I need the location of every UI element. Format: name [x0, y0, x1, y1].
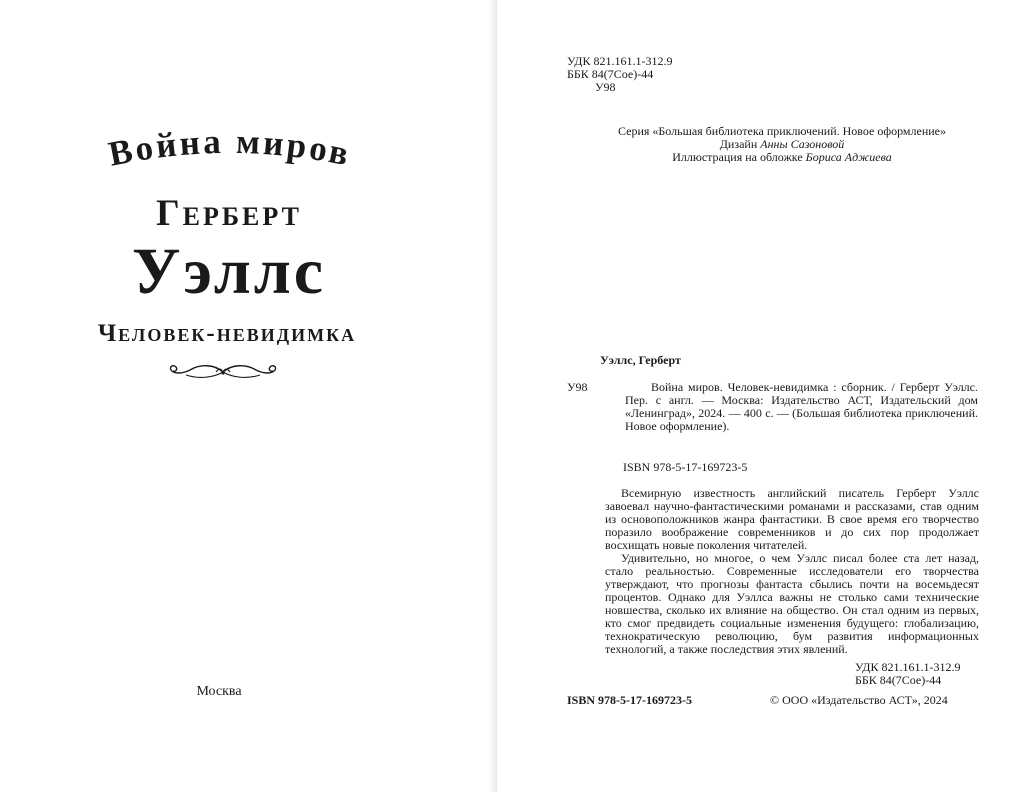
series-credits — [497, 125, 1010, 164]
cutter-code: У98 — [595, 80, 616, 94]
bbk-code-bottom: ББК 84(7Сое)-44 — [855, 673, 942, 687]
bbk-code: ББК 84(7Сое)-44 — [567, 67, 654, 81]
catalog-entry-code: У98 — [567, 380, 588, 394]
imprint-page — [497, 0, 1010, 792]
title-page — [0, 0, 497, 792]
design-prefix: Дизайн — [719, 137, 758, 151]
book-title-text: Война миров — [105, 121, 355, 174]
illustration-credit — [497, 151, 1010, 164]
book-title — [105, 122, 355, 174]
catalog-entry-isbn: ISBN 978-5-17-169723-5 — [623, 460, 748, 474]
ornament-flourish-icon — [168, 360, 278, 384]
catalog-entry-text: Война миров. Человек-невидимка : сборник. / Герберт Уэллс. Пер. с англ. — Москва: Издательство АСТ, Издательский дом «Ленинград», 2024. — 400 с. — (Большая библиотека приключений. Новое оформление). — [625, 380, 978, 433]
author-first-name: Герберт — [156, 193, 302, 234]
catalog-entry-description — [625, 381, 978, 433]
abstract-paragraph-2: Удивительно, но многое, о чем Уэллс писал более ста лет назад, стало реальностью. Современные исследователи его творчества утверждают, что прогнозы фантаста сбылись почти на восемьдесят процентов. Однако для Уэллса важны не столько сами технические новшества, сколько их влияние на общество. Он стал одним из первых, кто смог предвидеть социальные изменения будущего: глобализацию, технократическую революцию, бум развития информационных технологий, а также последствия этих явлений. — [605, 551, 979, 656]
book-title-arc — [30, 95, 430, 200]
designer-name: Анны Сазоновой — [760, 137, 845, 151]
abstract-paragraph-1: Всемирную известность английский писатель Герберт Уэллс завоевал научно-фантастическими романами и рассказами, став одним из основоположников жанра фантастики. В свое время его творчество поразило воображение современников и до сих пор продолжает восхищать новые поколения читателей. — [605, 486, 979, 552]
udk-code: УДК 821.161.1-312.9 — [567, 54, 673, 68]
classification-codes-bottom — [855, 661, 960, 687]
isbn-number: ISBN 978-5-17-169723-5 — [567, 693, 692, 707]
series-line: Серия «Большая библиотека приключений. Новое оформление» — [617, 124, 947, 138]
illustration-prefix: Иллюстрация на обложке — [672, 150, 803, 164]
publisher-city: Москва — [196, 684, 242, 699]
udk-code-bottom: УДК 821.161.1-312.9 — [855, 660, 961, 674]
copyright-notice: © ООО «Издательство АСТ», 2024 — [770, 693, 948, 707]
book-abstract — [605, 487, 979, 656]
classification-codes-top — [567, 55, 672, 94]
illustrator-name: Бориса Аджиева — [805, 150, 892, 164]
catalog-entry-author: Уэллс, Герберт — [600, 353, 681, 367]
author-last-name: Уэллс — [131, 235, 327, 308]
book-subtitle: Человек-невидимка — [97, 320, 357, 347]
